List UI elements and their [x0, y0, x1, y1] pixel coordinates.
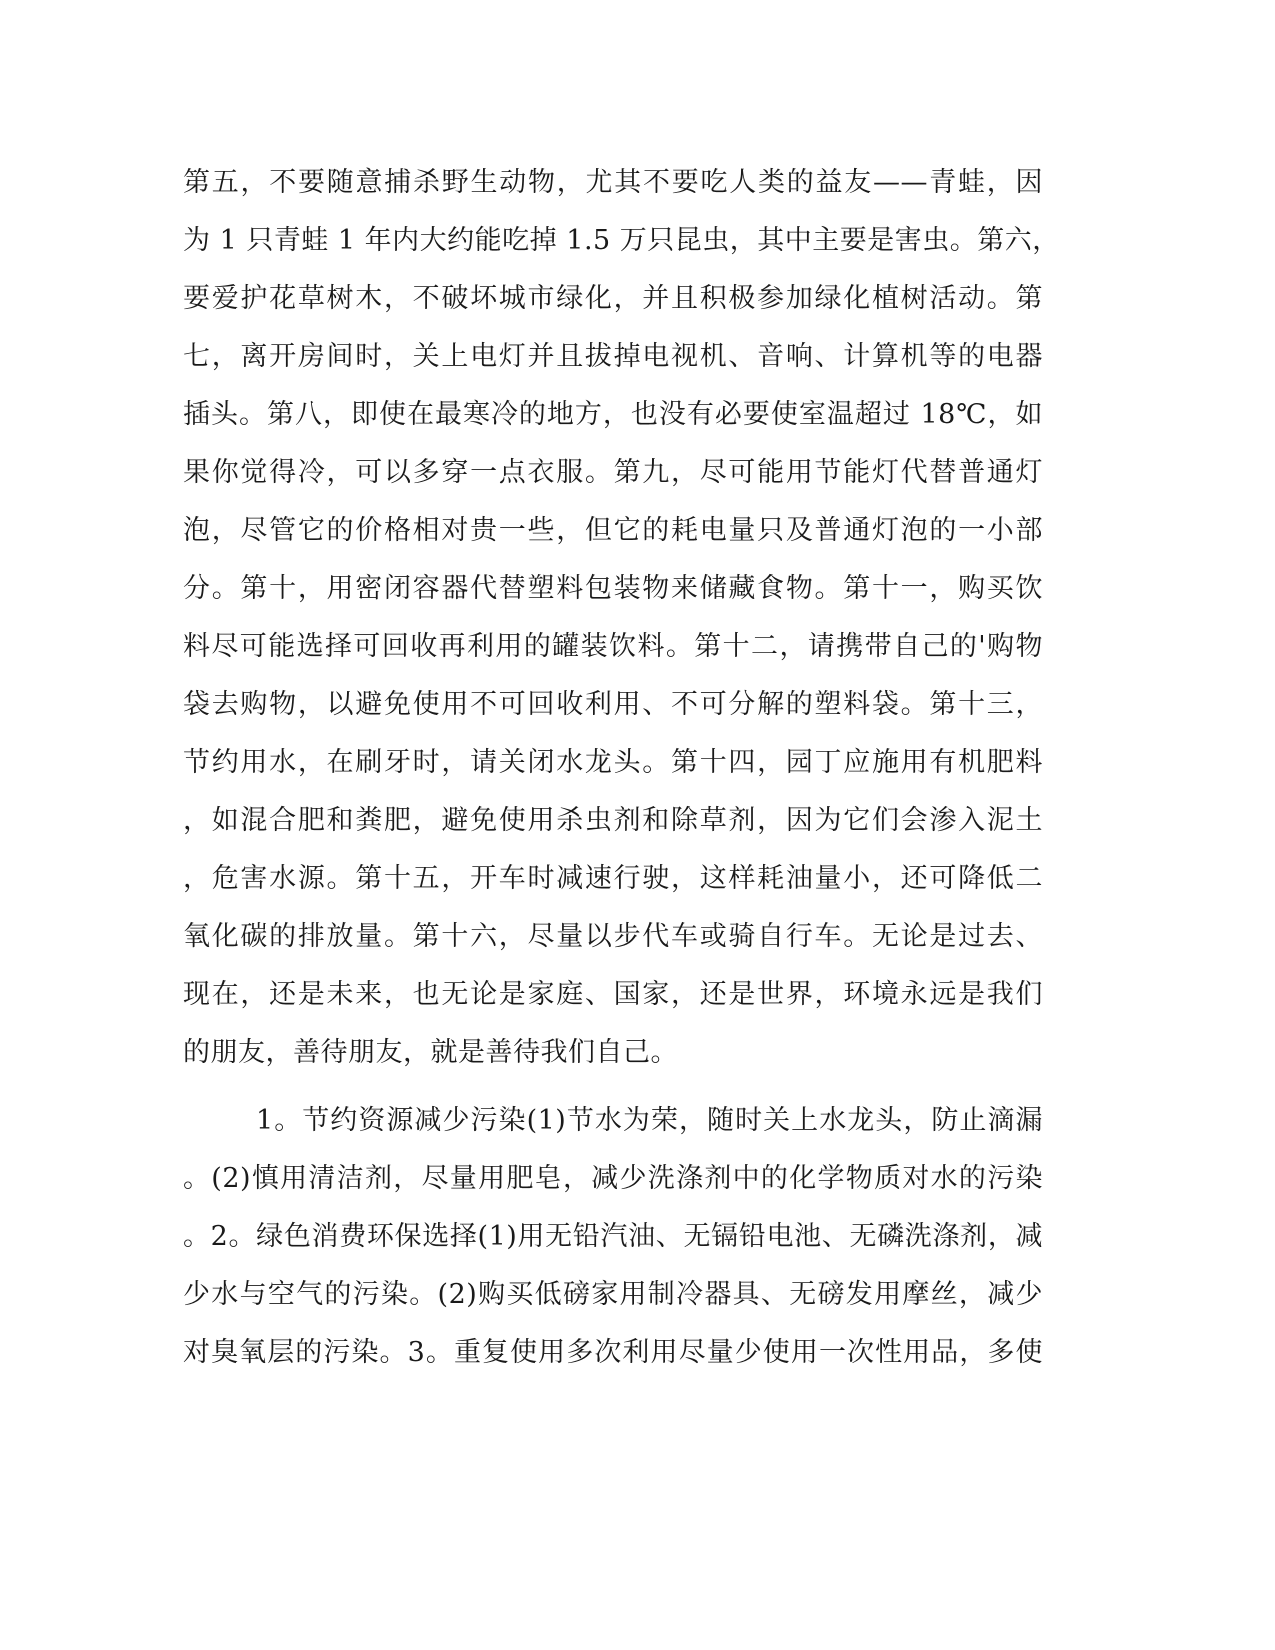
- text-line: 的朋友，善待朋友，就是善待我们自己。: [183, 1037, 678, 1068]
- text-line: 氧化碳的排放量。第十六，尽量以步代车或骑自行车。无论是过去、: [183, 921, 1043, 952]
- text-line: 节约用水，在刷牙时，请关闭水龙头。第十四，园丁应施用有机肥料: [183, 747, 1043, 778]
- text-line: 袋去购物，以避免使用不可回收利用、不可分解的塑料袋。第十三，: [183, 689, 1043, 720]
- text-line: 第五，不要随意捕杀野生动物，尤其不要吃人类的益友——青蛙，因: [183, 167, 1043, 198]
- text-line: 现在，还是未来，也无论是家庭、国家，还是世界，环境永远是我们: [183, 979, 1043, 1010]
- text-line: 对臭氧层的污染。3。重复使用多次利用尽量少使用一次性用品，多使: [183, 1337, 1043, 1368]
- text-line: 七，离开房间时，关上电灯并且拔掉电视机、音响、计算机等的电器: [183, 341, 1043, 372]
- text-line: 为 1 只青蛙 1 年内大约能吃掉 1.5 万只昆虫，其中主要是害虫。第六，: [183, 225, 1060, 256]
- text-line: 1。节约资源减少污染(1)节水为荣，随时关上水龙头，防止滴漏: [256, 1105, 1043, 1136]
- text-line: 插头。第八，即使在最寒冷的地方，也没有必要使室温超过 18℃，如: [183, 399, 1043, 430]
- text-line: ，危害水源。第十五，开车时减速行驶，这样耗油量小，还可降低二: [183, 863, 1043, 894]
- text-line: 泡，尽管它的价格相对贵一些，但它的耗电量只及普通灯泡的一小部: [183, 515, 1043, 546]
- text-line: 料尽可能选择可回收再利用的罐装饮料。第十二，请携带自己的'购物: [183, 631, 1043, 662]
- text-line: ，如混合肥和粪肥，避免使用杀虫剂和除草剂，因为它们会渗入泥土: [183, 805, 1043, 836]
- text-line: 。2。绿色消费环保选择(1)用无铅汽油、无镉铅电池、无磷洗涤剂，减: [183, 1221, 1043, 1252]
- text-line: 少水与空气的污染。(2)购买低磅家用制冷器具、无磅发用摩丝，减少: [183, 1279, 1043, 1310]
- text-line: 。(2)慎用清洁剂，尽量用肥皂，减少洗涤剂中的化学物质对水的污染: [183, 1163, 1043, 1194]
- text-line: 分。第十，用密闭容器代替塑料包装物来储藏食物。第十一，购买饮: [183, 573, 1043, 604]
- text-line: 果你觉得冷，可以多穿一点衣服。第九，尽可能用节能灯代替普通灯: [183, 457, 1043, 488]
- text-line: 要爱护花草树木，不破坏城市绿化，并且积极参加绿化植树活动。第: [183, 283, 1043, 314]
